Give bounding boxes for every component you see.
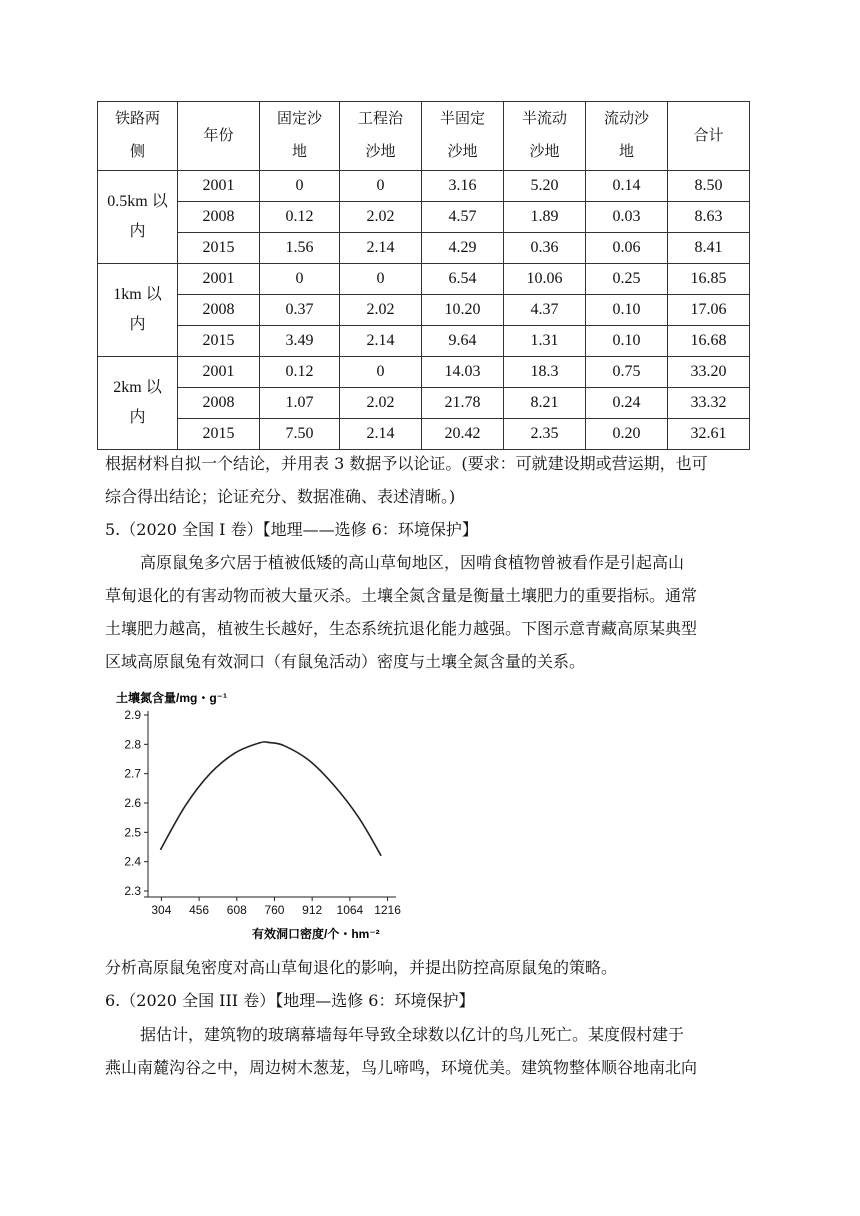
table-cell: 0.14: [586, 171, 668, 202]
table-cell: 33.32: [668, 388, 750, 419]
table-cell: 2.35: [504, 419, 586, 450]
table-cell: 16.68: [668, 326, 750, 357]
table-cell: 2001: [178, 357, 260, 388]
table-header-cell: 固定沙 地: [260, 102, 340, 171]
table-cell: 18.3: [504, 357, 586, 388]
table-cell: 10.20: [422, 295, 504, 326]
y-axis-label: 土壤氮含量/mg・g⁻¹: [116, 691, 227, 705]
table-row: [98, 264, 750, 295]
y-tick-label: 2.4: [124, 854, 141, 869]
q6-paragraph-line-2: 燕山南麓沟谷之中，周边树木葱茏，鸟儿啼鸣，环境优美。建筑物整体顺谷地南北向: [105, 1058, 698, 1077]
table-header-row: [98, 102, 750, 171]
table-cell: 0.75: [586, 357, 668, 388]
table-cell: 2.02: [340, 295, 422, 326]
table-body: [98, 102, 750, 450]
table-cell: 0.10: [586, 326, 668, 357]
q5-paragraph-line-1: 高原鼠兔多穴居于植被低矮的高山草甸地区，因啃食植物曾被看作是引起高山: [140, 553, 685, 572]
table-cell: 2015: [178, 233, 260, 264]
table-cell: 2.02: [340, 202, 422, 233]
table-cell: 0.06: [586, 233, 668, 264]
table-cell: 1.07: [260, 388, 340, 419]
table-cell: 2015: [178, 326, 260, 357]
y-tick-label: 2.3: [124, 884, 141, 898]
table-cell: 0: [340, 264, 422, 295]
y-tick-label: 2.9: [124, 708, 141, 722]
table-cell: 0.12: [260, 357, 340, 388]
table-header-cell: 年份: [178, 102, 260, 171]
table-header-cell: 半流动 沙地: [504, 102, 586, 171]
table-cell: 2001: [178, 171, 260, 202]
table-cell: 0.37: [260, 295, 340, 326]
table-cell: 2.02: [340, 388, 422, 419]
table-header-cell: 合计: [668, 102, 750, 171]
y-tick-label: 2.8: [124, 737, 141, 752]
table-cell: 0: [340, 357, 422, 388]
q5-paragraph-line-2: 草甸退化的有害动物而被大量灭杀。土壤全氮含量是衡量土壤肥力的重要指标。通常: [105, 586, 698, 605]
table-header-cell: 铁路两 侧: [98, 102, 178, 171]
distance-group-cell: 2km 以 内: [98, 357, 178, 450]
table-cell: 33.20: [668, 357, 750, 388]
table-cell: 0: [340, 171, 422, 202]
table-cell: 2008: [178, 295, 260, 326]
q6-title: 6.（2020 全国 III 卷）【地理—选修 6：环境保护】: [105, 991, 475, 1010]
table-cell: 2001: [178, 264, 260, 295]
table-row: [98, 233, 750, 264]
distance-group-cell: 0.5km 以 内: [98, 171, 178, 264]
x-tick-label: 1064: [336, 903, 364, 917]
table-row: [98, 326, 750, 357]
table-cell: 4.57: [422, 202, 504, 233]
x-axis-label: 有效洞口密度/个・hm⁻²: [252, 927, 380, 941]
table-cell: 0: [260, 171, 340, 202]
table-cell: 4.37: [504, 295, 586, 326]
x-tick-label: 608: [226, 903, 247, 917]
table-cell: 0.03: [586, 202, 668, 233]
table-cell: 2015: [178, 419, 260, 450]
table-cell: 14.03: [422, 357, 504, 388]
y-tick-label: 2.6: [124, 796, 141, 810]
table-cell: 8.21: [504, 388, 586, 419]
nitrogen-curve: [160, 742, 381, 856]
table-cell: 2008: [178, 388, 260, 419]
table-cell: 0: [260, 264, 340, 295]
q4-task-line-1: 根据材料自拟一个结论，并用表 3 数据予以论证。(要求：可就建设期或营运期，也可: [105, 454, 708, 473]
y-tick-label: 2.7: [124, 766, 141, 781]
table-cell: 0.20: [586, 419, 668, 450]
table-cell: 1.89: [504, 202, 586, 233]
table-header-cell: 流动沙 地: [586, 102, 668, 171]
table-cell: 8.41: [668, 233, 750, 264]
table-cell: 9.64: [422, 326, 504, 357]
y-ticks: [124, 708, 148, 898]
table-cell: 21.78: [422, 388, 504, 419]
table-cell: 17.06: [668, 295, 750, 326]
table-cell: 2.14: [340, 419, 422, 450]
table-cell: 4.29: [422, 233, 504, 264]
table-cell: 1.31: [504, 326, 586, 357]
table-header-cell: 工程治 沙地: [340, 102, 422, 171]
table-cell: 2.14: [340, 326, 422, 357]
table-cell: 0.12: [260, 202, 340, 233]
table-cell: 6.54: [422, 264, 504, 295]
q5-paragraph-line-3: 土壤肥力越高，植被生长越好，生态系统抗退化能力越强。下图示意青藏高原某典型: [105, 619, 698, 638]
table-cell: 0.24: [586, 388, 668, 419]
x-tick-label: 912: [302, 903, 323, 917]
table-cell: 3.16: [422, 171, 504, 202]
table-row: [98, 419, 750, 450]
sand-land-table: [97, 101, 750, 450]
table-cell: 20.42: [422, 419, 504, 450]
table-row: [98, 357, 750, 388]
table-cell: 8.63: [668, 202, 750, 233]
table-cell: 2.14: [340, 233, 422, 264]
table-cell: 8.50: [668, 171, 750, 202]
table-cell: 5.20: [504, 171, 586, 202]
q5-paragraph-line-4: 区域高原鼠兔有效洞口（有鼠兔活动）密度与土壤全氮含量的关系。: [105, 652, 586, 671]
table-cell: 10.06: [504, 264, 586, 295]
x-tick-label: 1216: [374, 903, 401, 917]
table-cell: 3.49: [260, 326, 340, 357]
table-row: [98, 171, 750, 202]
x-ticks: [151, 897, 401, 917]
q6-paragraph-line-1: 据估计，建筑物的玻璃幕墙每年导致全球数以亿计的鸟儿死亡。某度假村建于: [140, 1025, 685, 1044]
x-tick-label: 760: [264, 903, 285, 917]
q5-title: 5.（2020 全国 I 卷）【地理——选修 6：环境保护】: [105, 520, 478, 539]
table-header-cell: 半固定 沙地: [422, 102, 504, 171]
table-cell: 0.36: [504, 233, 586, 264]
y-tick-label: 2.5: [124, 825, 141, 840]
table-row: [98, 295, 750, 326]
x-tick-label: 456: [189, 903, 210, 917]
table-row: [98, 388, 750, 419]
table-cell: 2008: [178, 202, 260, 233]
table-cell: 7.50: [260, 419, 340, 450]
x-tick-label: 304: [151, 903, 172, 917]
distance-group-cell: 1km 以 内: [98, 264, 178, 357]
table-cell: 0.25: [586, 264, 668, 295]
table-cell: 32.61: [668, 419, 750, 450]
q4-task-line-2: 综合得出结论；论证充分、数据准确、表述清晰。): [105, 487, 456, 506]
table-cell: 0.10: [586, 295, 668, 326]
table-row: [98, 202, 750, 233]
q5-task: 分析高原鼠兔密度对高山草甸退化的影响，并提出防控高原鼠兔的策略。: [105, 958, 618, 977]
table-cell: 16.85: [668, 264, 750, 295]
table-cell: 1.56: [260, 233, 340, 264]
nitrogen-density-chart: [100, 685, 410, 945]
